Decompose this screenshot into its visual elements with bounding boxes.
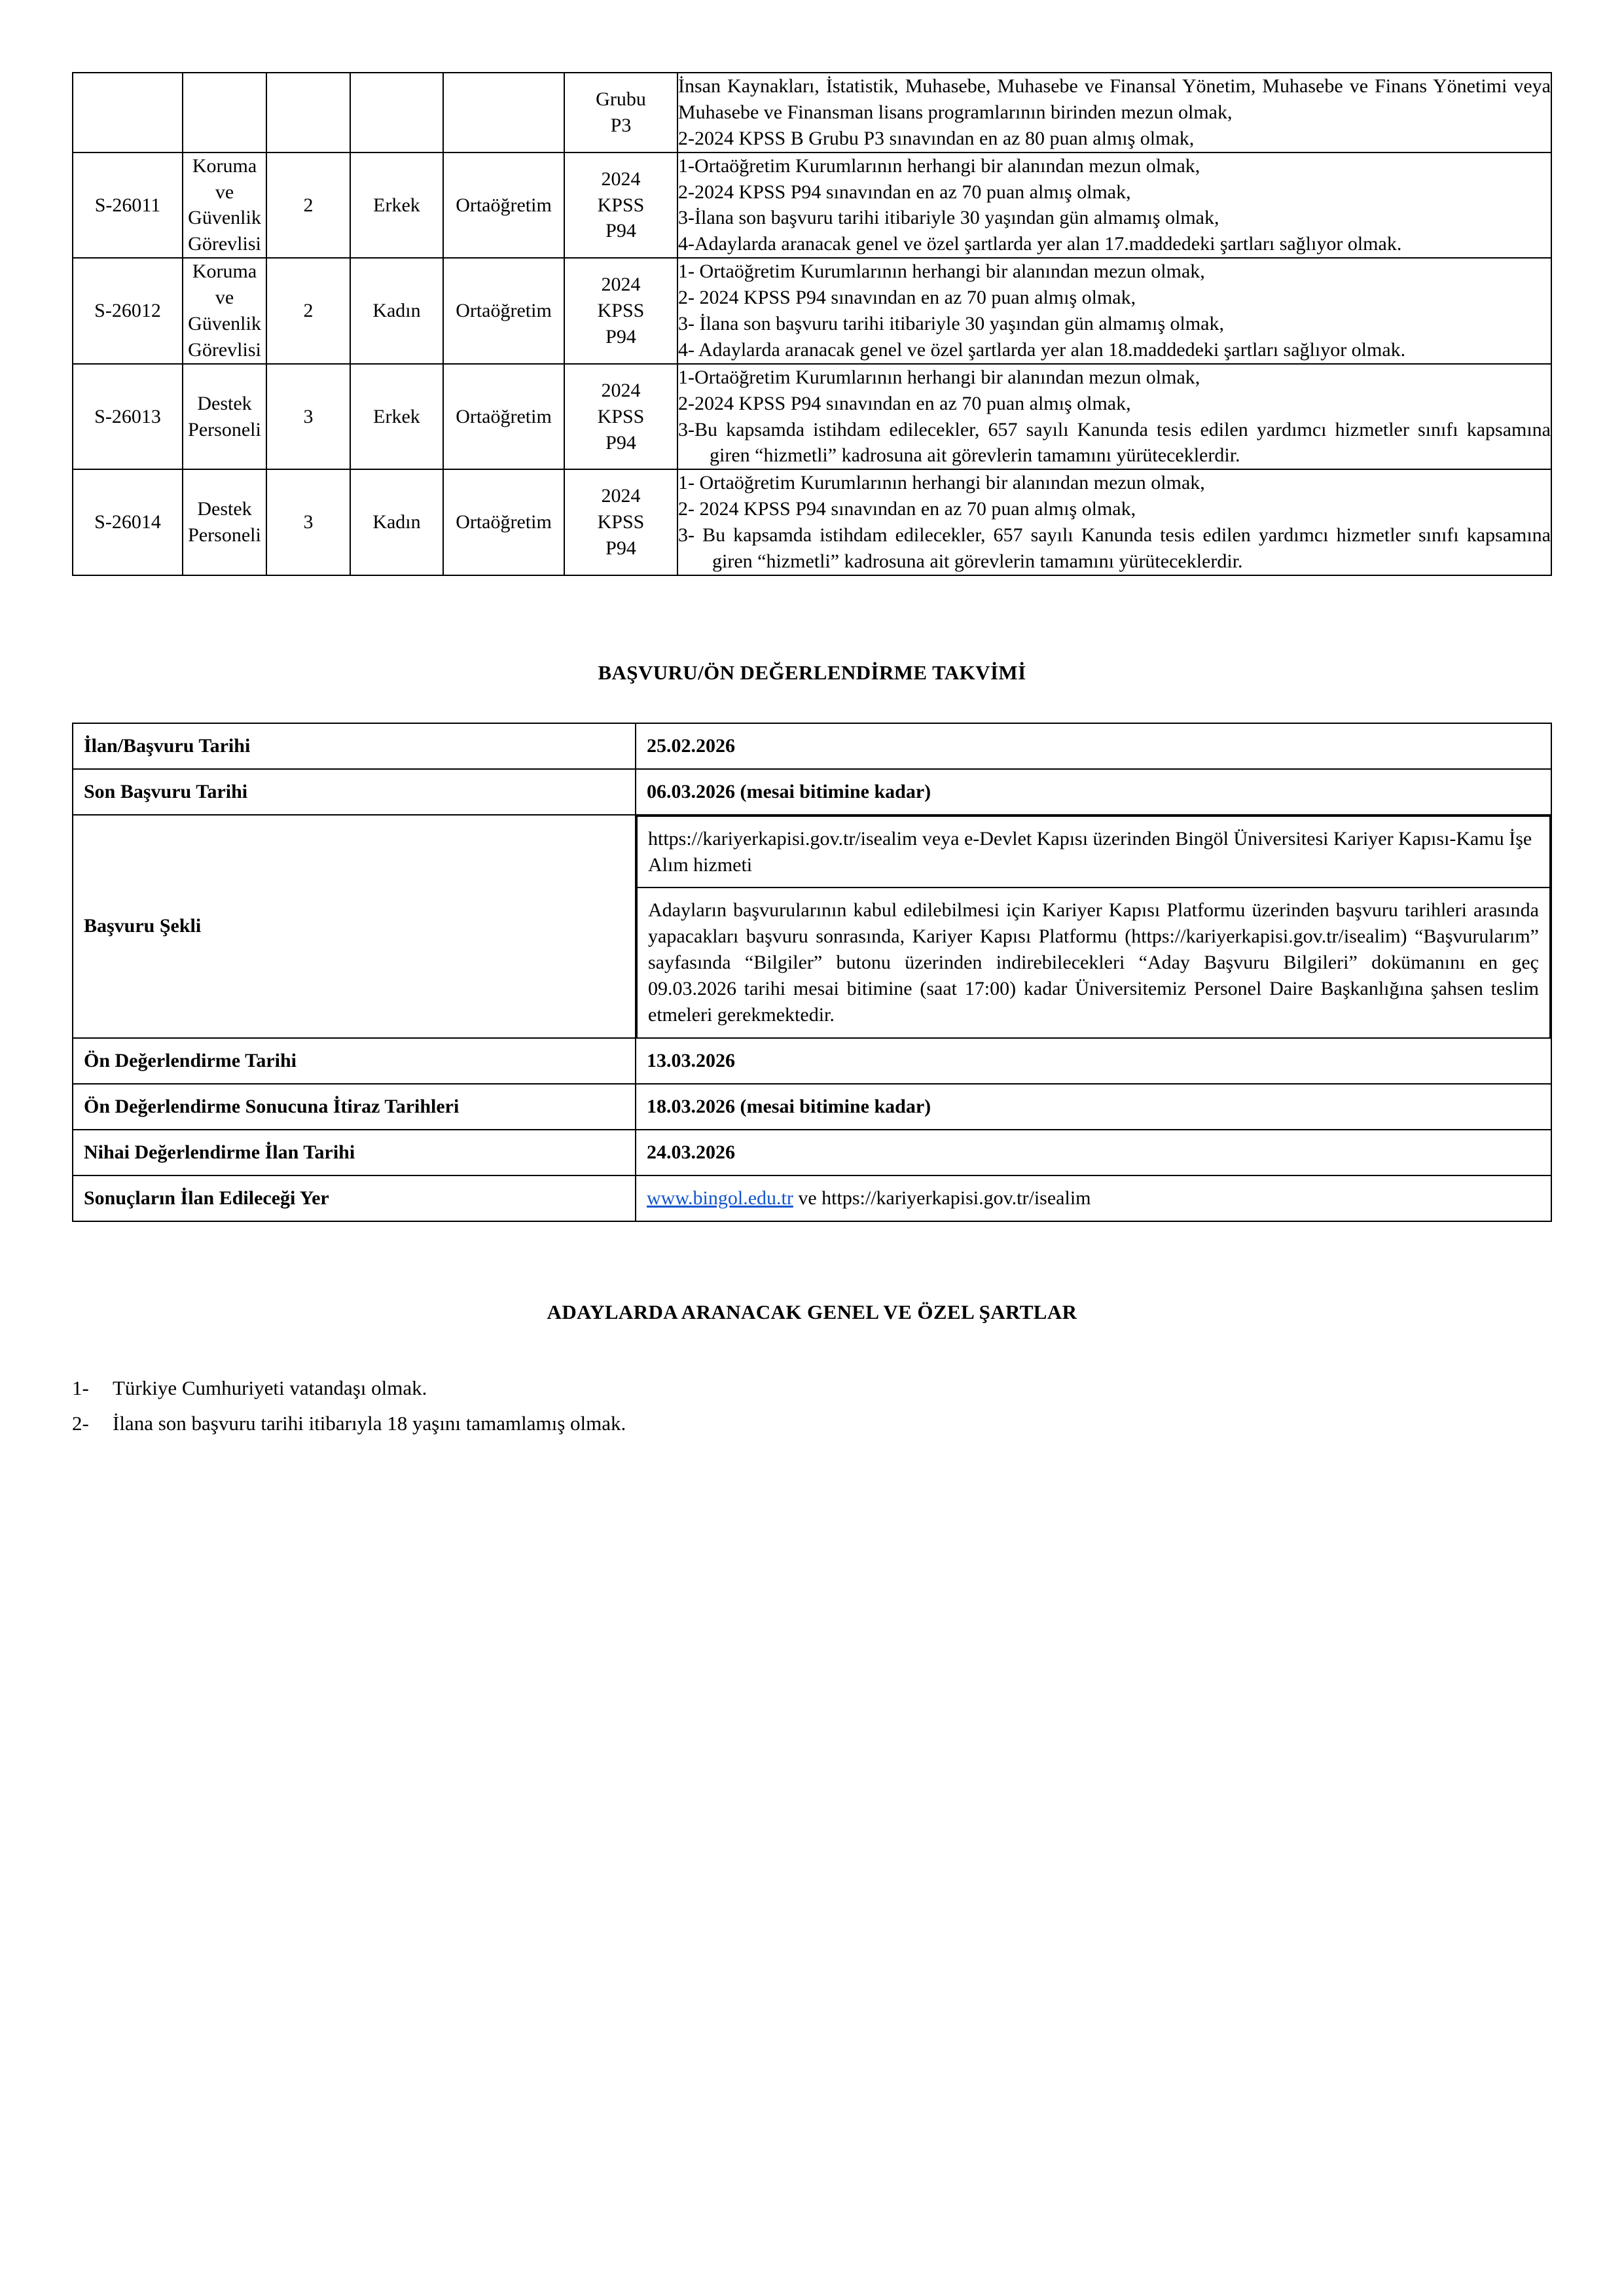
kpss-line: 2024 xyxy=(601,379,641,401)
takvim-value-sonuc xyxy=(636,1175,1551,1221)
list-item-text: Türkiye Cumhuriyeti vatandaşı olmak. xyxy=(113,1376,427,1399)
table-row xyxy=(73,152,1551,259)
takvim-value: 13.03.2026 xyxy=(636,1038,1551,1084)
takvim-value: 24.03.2026 xyxy=(636,1130,1551,1175)
unvan-line: Destek xyxy=(197,498,252,520)
cell-adet xyxy=(266,73,350,152)
takvim-label: Sonuçların İlan Edileceği Yer xyxy=(73,1175,636,1221)
takvim-value: 06.03.2026 (mesai bitimine kadar) xyxy=(636,769,1551,815)
table-row xyxy=(73,769,1551,815)
nitelik-item: 1-Ortaöğretim Kurumlarının herhangi bir alanından mezun olmak, xyxy=(678,366,1200,388)
cell-kpss-puan-turu xyxy=(564,469,677,575)
cell-ilan-kodu: S-26011 xyxy=(73,152,183,259)
cell-nitelikler xyxy=(677,364,1551,470)
kpss-line: P94 xyxy=(605,325,636,348)
table-row xyxy=(73,364,1551,470)
cell-unvan xyxy=(183,152,266,259)
table-row xyxy=(73,469,1551,575)
cell-unvan xyxy=(183,469,266,575)
kpss-line: P3 xyxy=(610,114,632,136)
takvim-label: Son Başvuru Tarihi xyxy=(73,769,636,815)
cell-cinsiyet: Kadın xyxy=(350,469,443,575)
unvan-line: Koruma xyxy=(192,154,257,177)
unvan-line: Görevlisi xyxy=(188,338,261,361)
takvim-label: İlan/Başvuru Tarihi xyxy=(73,723,636,769)
kpss-line: P94 xyxy=(605,220,636,242)
kpss-line: KPSS xyxy=(597,194,645,216)
table-row xyxy=(73,1084,1551,1130)
nitelik-item: 4- Adaylarda aranacak genel ve özel şartlarda yer alan 18.maddedeki şartları sağlıyor olmak. xyxy=(678,338,1406,361)
nitelik-item: 3- Bu kapsamda istihdam edilecekler, 657 sayılı Kanunda tesis edilen yardımcı hizmetler sınıfı kapsamına giren “hizmetli” kadrosuna ait görevlerin tamamını yürüteceklerdir. xyxy=(678,524,1551,573)
kpss-line: KPSS xyxy=(597,511,645,533)
unvan-line: Personeli xyxy=(188,418,261,440)
basvuru-sekli-cell xyxy=(636,815,1551,1038)
takvim-heading: BAŞVURU/ÖN DEĞERLENDİRME TAKVİMİ xyxy=(598,660,1026,684)
cell-cinsiyet: Kadın xyxy=(350,258,443,364)
cell-ilan-kodu: S-26014 xyxy=(73,469,183,575)
cell-adet: 3 xyxy=(266,364,350,470)
cell-ogrenim: Ortaöğretim xyxy=(443,364,564,470)
takvim-label: Ön Değerlendirme Tarihi xyxy=(73,1038,636,1084)
cell-kpss-puan-turu xyxy=(564,73,677,152)
table-row xyxy=(73,258,1551,364)
cell-kpss-puan-turu xyxy=(564,152,677,259)
kpss-line: P94 xyxy=(605,431,636,454)
nitelik-item: İnsan Kaynakları, İstatistik, Muhasebe, Muhasebe ve Finansal Yönetim, Muhasebe ve Finans Yönetimi veya Muhasebe ve Finansman lisans programlarının birinden mezun olmak, xyxy=(678,75,1551,123)
sonuc-value-rest: ve https://kariyerkapisi.gov.tr/isealim xyxy=(793,1187,1091,1209)
table-row xyxy=(73,73,1551,152)
cell-ogrenim: Ortaöğretim xyxy=(443,258,564,364)
kpss-line: 2024 xyxy=(601,274,641,296)
nitelik-item: 2-2024 KPSS P94 sınavından en az 70 puan almış olmak, xyxy=(678,392,1131,414)
list-item-text: İlana son başvuru tarihi itibarıyla 18 yaşını tamamlamış olmak. xyxy=(113,1411,626,1435)
nitelik-item: 3- İlana son başvuru tarihi itibariyle 30 yaşından gün almamış olmak, xyxy=(678,313,1224,335)
nitelik-item: 1- Ortaöğretim Kurumlarının herhangi bir alanından mezun olmak, xyxy=(678,472,1205,494)
list-item xyxy=(72,1372,1552,1404)
kadro-table xyxy=(72,72,1552,576)
nitelik-item: 3-İlana son başvuru tarihi itibariyle 30 yaşından gün almamış olmak, xyxy=(678,207,1219,229)
table-row xyxy=(73,723,1551,769)
list-item xyxy=(637,816,1550,888)
cell-ogrenim: Ortaöğretim xyxy=(443,469,564,575)
table-row xyxy=(73,1130,1551,1175)
kpss-line: KPSS xyxy=(597,300,645,322)
sartlar-heading: ADAYLARDA ARANACAK GENEL VE ÖZEL ŞARTLAR xyxy=(547,1300,1077,1323)
kpss-line: Grubu xyxy=(596,88,646,110)
table-row xyxy=(73,1038,1551,1084)
cell-ilan-kodu: S-26012 xyxy=(73,258,183,364)
table-row-basvuru-sekli xyxy=(73,815,1551,1038)
sartlar-list xyxy=(72,1372,1552,1439)
takvim-value: 25.02.2026 xyxy=(636,723,1551,769)
takvim-value: 18.03.2026 (mesai bitimine kadar) xyxy=(636,1084,1551,1130)
cell-cinsiyet xyxy=(350,73,443,152)
kpss-line: 2024 xyxy=(601,485,641,507)
nitelik-item: 2-2024 KPSS B Grubu P3 sınavından en az 80 puan almış olmak, xyxy=(678,127,1195,149)
nitelik-item: 4-Adaylarda aranacak genel ve özel şartlarda yer alan 17.maddedeki şartları sağlıyor olmak. xyxy=(678,233,1402,255)
kpss-line: P94 xyxy=(605,537,636,560)
kpss-line: 2024 xyxy=(601,168,641,190)
takvim-table xyxy=(72,723,1552,1222)
list-item-number: 2- xyxy=(72,1411,89,1435)
basvuru-sekli-subtable xyxy=(636,816,1551,1037)
nitelik-item: 2- 2024 KPSS P94 sınavından en az 70 puan almış olmak, xyxy=(678,287,1136,309)
cell-adet: 3 xyxy=(266,469,350,575)
cell-nitelikler xyxy=(677,469,1551,575)
list-item-number: 1- xyxy=(72,1376,89,1399)
unvan-line: Görevlisi xyxy=(188,233,261,255)
basvuru-paragraph-2: Adayların başvurularının kabul edilebilmesi için Kariyer Kapısı Platformu üzerinden başvuru tarihleri arasında yapacakları başvuru sonrasında, Kariyer Kapısı Platformu (https://kariyerkapisi.gov.tr/isealim) “Başvurularım” sayfasında “Bilgiler” butonu üzerinden indirebilecekleri “Aday Başvuru Bilgileri” dokümanını en geç 09.03.2026 tarihi mesai bitimine (saat 17:00) kadar Üniversitemiz Personel Daire Başkanlığına şahsen teslim etmeleri gerekmektedir. xyxy=(637,888,1550,1037)
cell-cinsiyet: Erkek xyxy=(350,152,443,259)
cell-nitelikler xyxy=(677,258,1551,364)
cell-ogrenim: Ortaöğretim xyxy=(443,152,564,259)
list-item xyxy=(637,888,1550,1037)
table-row xyxy=(73,1175,1551,1221)
cell-kpss-puan-turu xyxy=(564,258,677,364)
unvan-line: Destek xyxy=(197,392,252,414)
unvan-line: Güvenlik xyxy=(188,313,261,335)
unvan-line: Personeli xyxy=(188,524,261,547)
takvim-label: Nihai Değerlendirme İlan Tarihi xyxy=(73,1130,636,1175)
nitelik-item: 3-Bu kapsamda istihdam edilecekler, 657 sayılı Kanunda tesis edilen yardımcı hizmetler sınıfı kapsamına giren “hizmetli” kadrosuna ait görevlerin tamamını yürüteceklerdir. xyxy=(678,418,1551,467)
unvan-line: Güvenlik xyxy=(188,207,261,229)
nitelik-item: 1- Ortaöğretim Kurumlarının herhangi bir alanından mezun olmak, xyxy=(678,260,1205,283)
basvuru-paragraph-1: https://kariyerkapisi.gov.tr/isealim veya e-Devlet Kapısı üzerinden Bingöl Üniversitesi Kariyer Kapısı-Kamu İşe Alım hizmeti xyxy=(637,816,1550,888)
cell-cinsiyet: Erkek xyxy=(350,364,443,470)
kpss-line: KPSS xyxy=(597,405,645,427)
unvan-line: Koruma xyxy=(192,260,257,283)
cell-nitelikler xyxy=(677,152,1551,259)
cell-kpss-puan-turu xyxy=(564,364,677,470)
cell-unvan xyxy=(183,364,266,470)
cell-ilan-kodu: S-26013 xyxy=(73,364,183,470)
unvan-line: ve xyxy=(215,287,234,309)
cell-adet: 2 xyxy=(266,152,350,259)
list-item xyxy=(72,1408,1552,1439)
cell-ogrenim xyxy=(443,73,564,152)
nitelik-item: 2- 2024 KPSS P94 sınavından en az 70 puan almış olmak, xyxy=(678,498,1136,520)
bingol-edu-link[interactable]: www.bingol.edu.tr xyxy=(647,1187,793,1209)
cell-adet: 2 xyxy=(266,258,350,364)
cell-ilan-kodu xyxy=(73,73,183,152)
nitelik-item: 1-Ortaöğretim Kurumlarının herhangi bir alanından mezun olmak, xyxy=(678,154,1200,177)
cell-unvan xyxy=(183,73,266,152)
nitelik-item: 2-2024 KPSS P94 sınavından en az 70 puan almış olmak, xyxy=(678,181,1131,203)
takvim-label: Ön Değerlendirme Sonucuna İtiraz Tarihleri xyxy=(73,1084,636,1130)
cell-nitelikler xyxy=(677,73,1551,152)
unvan-line: ve xyxy=(215,181,234,203)
takvim-label: Başvuru Şekli xyxy=(73,815,636,1038)
cell-unvan xyxy=(183,258,266,364)
